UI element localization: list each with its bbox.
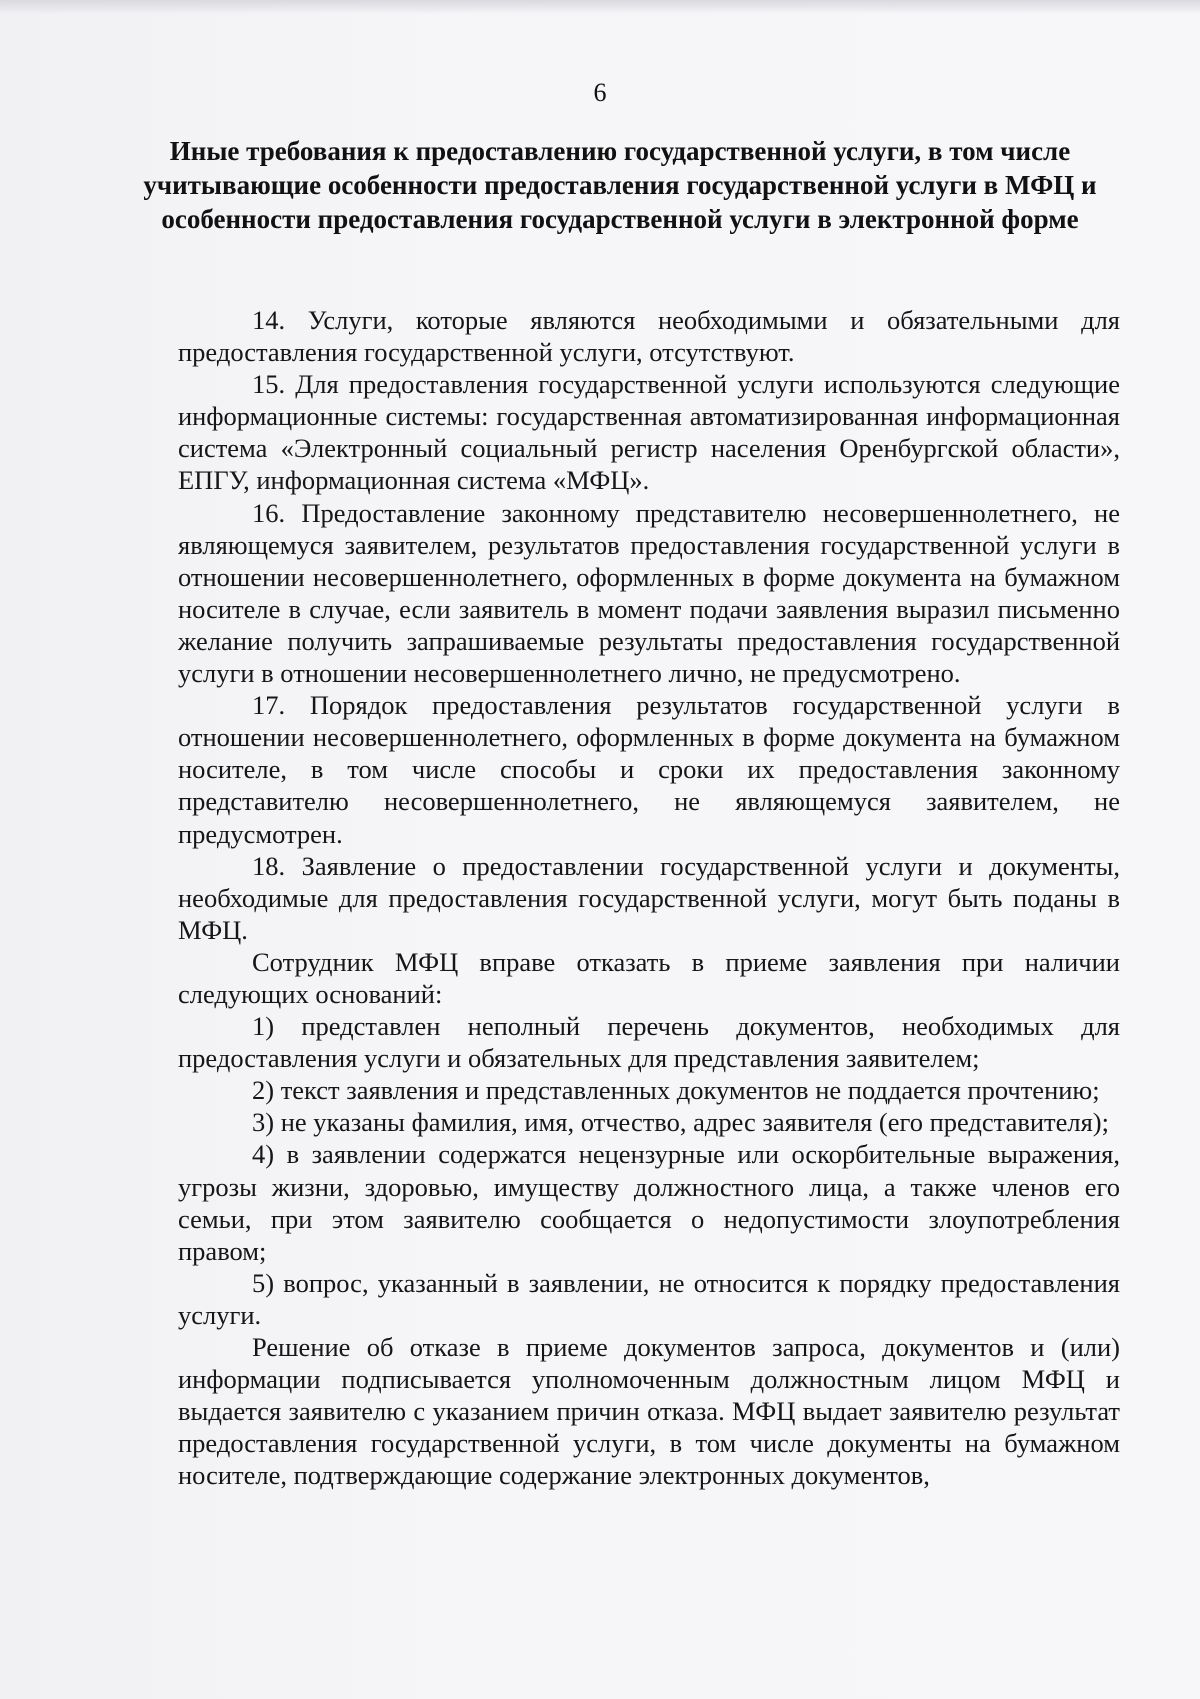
- scan-edge-shadow: [0, 0, 1200, 14]
- list-item-2: 2) текст заявления и представленных документов не поддается прочтению;: [252, 1075, 1100, 1106]
- paragraph-16: 16. Предоставление законному представителю несовершеннолетнего, не являющемуся заявителем, результатов предоставления государственной услуги в отношении несовершеннолетнего, оформленных в форме документа на бумажном носителе в случае, если заявитель в момент подачи заявления выразил письменно желание получить запрашиваемые результаты предоставления государственной услуги в отношении несовершеннолетнего лично, не предусмотрено.: [178, 497, 1120, 689]
- paragraph-17: 17. Порядок предоставления результатов государственной услуги в отношении несовершеннолетнего, оформленных в форме документа на бумажном носителе, в том числе способы и сроки их предоставления законному представителю несовершеннолетнего, не являющемуся заявителем, не предусмотрен.: [178, 690, 1120, 849]
- section-title: Иные требования к предоставлению государственной услуги, в том числе учитывающие особенности предоставления государственной услуги в МФЦ и особенности предоставления государственной услуги в электронной форме: [143, 136, 1097, 234]
- paragraph-14: 14. Услуги, которые являются необходимыми и обязательными для предоставления государственной услуги, отсутствуют.: [178, 305, 1120, 368]
- paragraph-18: 18. Заявление о предоставлении государственной услуги и документы, необходимые для предоставления государственной услуги, могут быть поданы в МФЦ.: [178, 850, 1120, 945]
- page-number: 6: [593, 78, 607, 107]
- paragraph-refusal-decision: Решение об отказе в приеме документов запроса, документов и (или) информации подписывается уполномоченным должностным лицом МФЦ и выдается заявителю с указанием причин отказа. МФЦ выдает заявителю результат предоставления государственной услуги, в том числе документы на бумажном носителе, подтверждающие содержание электронных документов,: [178, 1332, 1120, 1491]
- paragraph-refusal-intro: Сотрудник МФЦ вправе отказать в приеме заявления при наличии следующих оснований:: [178, 946, 1120, 1009]
- paragraph-15: 15. Для предоставления государственной услуги используются следующие информационные системы: государственная автоматизированная информационная система «Электронный социальный регистр населения Оренбургской области», ЕПГУ, информационная система «МФЦ».: [178, 369, 1120, 496]
- list-item-1: 1) представлен неполный перечень документов, необходимых для предоставления услуги и обязательных для представления заявителем;: [178, 1011, 1120, 1074]
- list-item-5: 5) вопрос, указанный в заявлении, не относится к порядку предоставления услуги.: [178, 1267, 1120, 1330]
- list-item-3: 3) не указаны фамилия, имя, отчество, адрес заявителя (его представителя);: [252, 1107, 1109, 1138]
- list-item-4: 4) в заявлении содержатся нецензурные или оскорбительные выражения, угрозы жизни, здоровью, имуществу должностного лица, а также членов его семьи, при этом заявителю сообщается о недопустимости злоупотребления правом;: [178, 1139, 1120, 1266]
- document-body: [178, 304, 1120, 1491]
